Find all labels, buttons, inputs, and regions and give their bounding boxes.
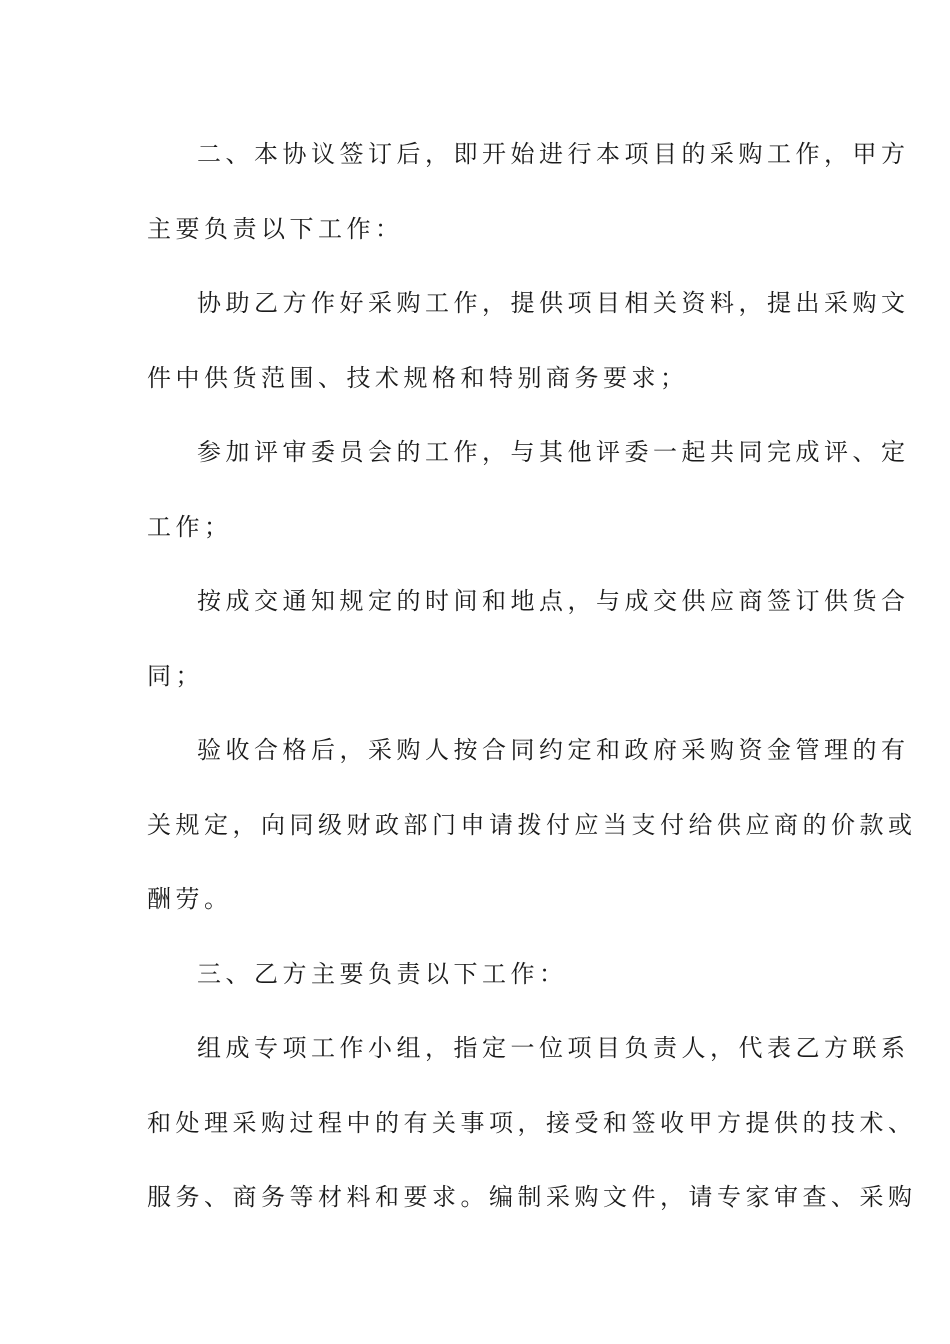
paragraph-line: 酬劳。 bbox=[147, 885, 233, 913]
paragraph-line: 同； bbox=[147, 661, 204, 690]
document-body bbox=[147, 128, 917, 1246]
paragraph-line: 工作； bbox=[147, 512, 233, 541]
paragraph-line: 二、本协议签订后，即开始进行本项目的采购工作，甲方 bbox=[197, 140, 910, 168]
paragraph-line: 参加评审委员会的工作，与其他评委一起共同完成评、定 bbox=[197, 438, 910, 466]
paragraph-line: 协助乙方作好采购工作，提供项目相关资料，提出采购文 bbox=[197, 289, 910, 317]
paragraph-line: 组成专项工作小组，指定一位项目负责人，代表乙方联系 bbox=[197, 1034, 910, 1062]
paragraph-line: 验收合格后，采购人按合同约定和政府采购资金管理的有 bbox=[197, 736, 910, 764]
paragraph-line: 三、乙方主要负责以下工作： bbox=[197, 959, 568, 988]
paragraph-line: 和处理采购过程中的有关事项，接受和签收甲方提供的技术、 bbox=[147, 1108, 917, 1137]
paragraph-line: 主要负责以下工作： bbox=[147, 214, 404, 243]
paragraph-line: 服务、商务等材料和要求。编制采购文件，请专家审查、采购 bbox=[147, 1183, 917, 1211]
paragraph-line: 件中供货范围、技术规格和特别商务要求； bbox=[147, 363, 689, 392]
paragraph-line: 关规定，向同级财政部门申请拨付应当支付给供应商的价款或 bbox=[147, 810, 917, 839]
paragraph-line: 按成交通知规定的时间和地点，与成交供应商签订供货合 bbox=[197, 587, 910, 615]
